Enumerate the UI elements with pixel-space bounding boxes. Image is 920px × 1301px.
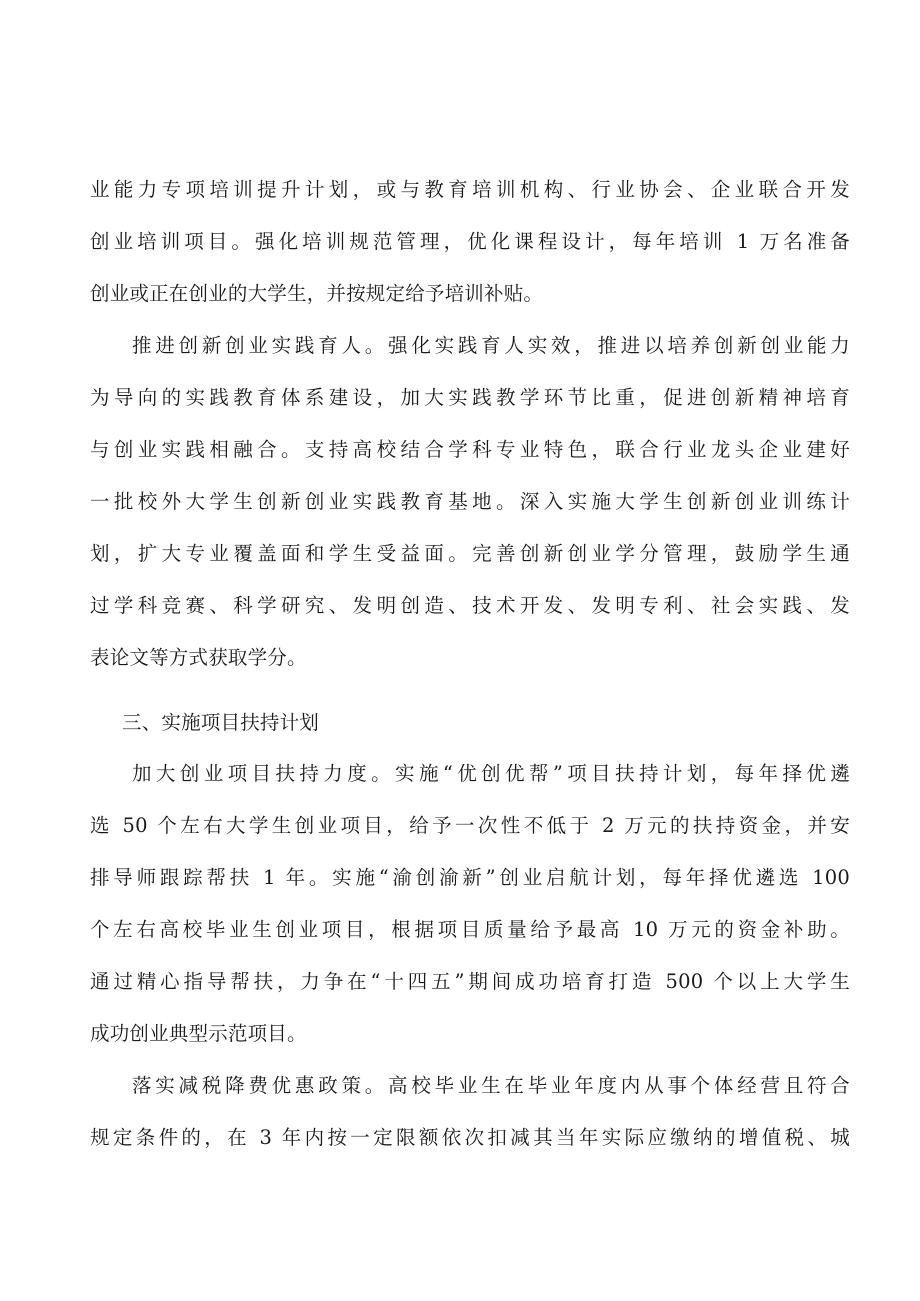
paragraph-line: 落实减税降费优惠政策。高校毕业生在毕业年度内从事个体经营且符合 bbox=[132, 1074, 850, 1097]
paragraph-line: 业能力专项培训提升计划，或与教育培训机构、行业协会、企业联合开发 bbox=[90, 178, 850, 201]
paragraph-line: 加大创业项目扶持力度。实施“优创优帮”项目扶持计划，每年择优遴 bbox=[132, 762, 850, 785]
paragraph-line: 与创业实践相融合。支持高校结合学科专业特色，联合行业龙头企业建好 bbox=[90, 438, 850, 461]
paragraph-line: 为导向的实践教育体系建设，加大实践教学环节比重，促进创新精神培育 bbox=[90, 386, 850, 409]
paragraph-line: 创业培训项目。强化培训规范管理，优化课程设计，每年培训 1 万名准备 bbox=[90, 230, 850, 253]
paragraph-line: 表论文等方式获取学分。 bbox=[90, 646, 307, 669]
paragraph-line: 排导师跟踪帮扶 1 年。实施“渝创渝新”创业启航计划，每年择优遴选 100 bbox=[90, 866, 850, 889]
paragraph-line: 选 50 个左右大学生创业项目，给予一次性不低于 2 万元的扶持资金，并安 bbox=[90, 814, 850, 837]
paragraph-line: 一批校外大学生创新创业实践教育基地。深入实施大学生创新创业训练计 bbox=[90, 490, 850, 513]
paragraph-line: 划，扩大专业覆盖面和学生受益面。完善创新创业学分管理，鼓励学生通 bbox=[90, 542, 850, 565]
paragraph-line: 个左右高校毕业生创业项目，根据项目质量给予最高 10 万元的资金补助。 bbox=[90, 918, 850, 941]
paragraph-line: 规定条件的，在 3 年内按一定限额依次扣减其当年实际应缴纳的增值税、城 bbox=[90, 1126, 850, 1149]
paragraph-line: 成功创业典型示范项目。 bbox=[90, 1022, 307, 1045]
section-heading: 三、实施项目扶持计划 bbox=[122, 711, 320, 734]
paragraph-line: 过学科竞赛、科学研究、发明创造、技术开发、发明专利、社会实践、发 bbox=[90, 594, 850, 617]
paragraph-line: 通过精心指导帮扶，力争在“十四五”期间成功培育打造 500 个以上大学生 bbox=[90, 970, 850, 993]
paragraph-line: 创业或正在创业的大学生，并按规定给予培训补贴。 bbox=[90, 282, 544, 305]
paragraph-line: 推进创新创业实践育人。强化实践育人实效，推进以培养创新创业能力 bbox=[132, 334, 850, 357]
